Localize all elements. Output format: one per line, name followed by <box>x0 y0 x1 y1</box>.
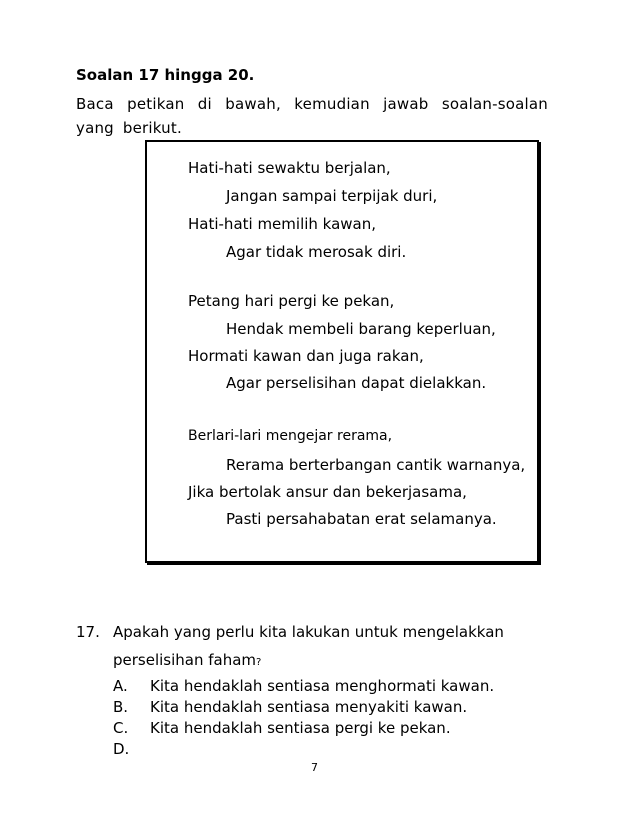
option-letter[interactable]: B. <box>113 698 129 716</box>
option-letter[interactable]: C. <box>113 719 129 737</box>
poem-line: Hati-hati sewaktu berjalan, <box>188 159 391 177</box>
poem-line: Agar tidak merosak diri. <box>226 243 407 261</box>
question-text-continued: perselisihan faham? <box>113 651 262 669</box>
option-text[interactable]: Kita hendaklah sentiasa menyakiti kawan. <box>150 698 468 716</box>
poem-line: Hormati kawan dan juga rakan, <box>188 347 424 365</box>
option-text[interactable]: Kita hendaklah sentiasa pergi ke pekan. <box>150 719 451 737</box>
poem-line: Petang hari pergi ke pekan, <box>188 292 395 310</box>
question-number: 17. <box>76 623 100 641</box>
poem-line: Pasti persahabatan erat selamanya. <box>226 510 497 528</box>
poem-line: Hati-hati memilih kawan, <box>188 215 377 233</box>
option-text[interactable]: Kita hendaklah sentiasa menghormati kawan. <box>150 677 495 695</box>
poem-line: Agar perselisihan dapat dielakkan. <box>226 374 487 392</box>
option-letter[interactable]: A. <box>113 677 128 695</box>
question-text: Apakah yang perlu kita lakukan untuk mengelakkan <box>113 623 504 641</box>
section-heading: Soalan 17 hingga 20. <box>76 66 255 84</box>
option-letter[interactable]: D. <box>113 740 130 758</box>
poem-line: Berlari-lari mengejar rerama, <box>188 428 393 444</box>
poem-line: Jika bertolak ansur dan bekerjasama, <box>188 483 467 501</box>
instruction-text: Baca petikan di bawah, kemudian jawab soalan-soalan yang berikut. <box>76 95 548 137</box>
poem-line: Jangan sampai terpijak duri, <box>226 187 438 205</box>
poem-line: Rerama berterbangan cantik warnanya, <box>226 456 526 474</box>
poem-line: Hendak membeli barang keperluan, <box>226 320 496 338</box>
page-number: 7 <box>311 761 318 774</box>
